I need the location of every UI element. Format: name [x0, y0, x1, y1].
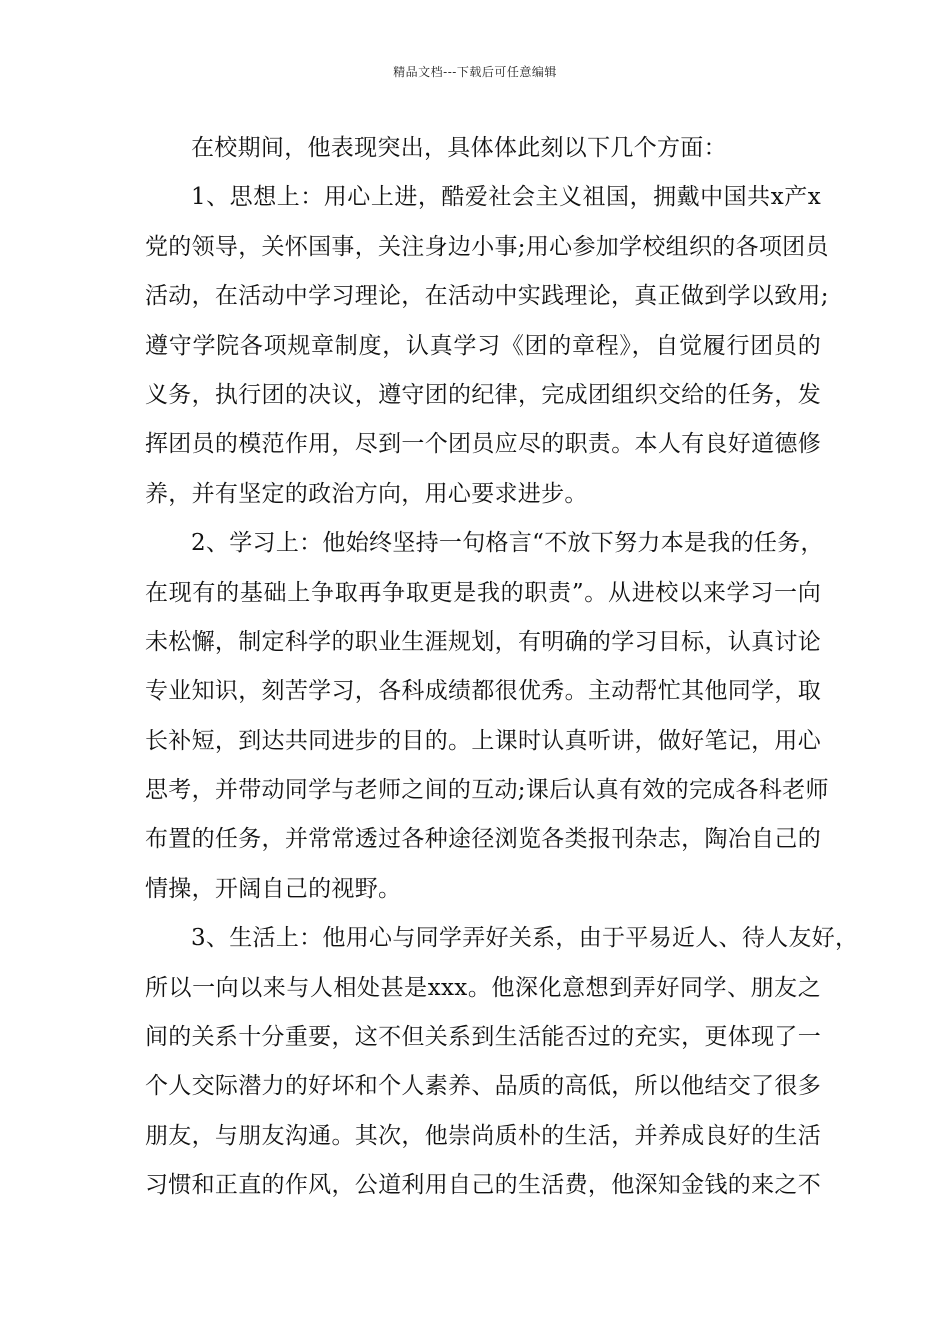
paragraph-line: 3、生活上：他用心与同学弄好关系，由于平易近人、待人友好， [191, 925, 859, 952]
paragraph-line: 2、学习上：他始终坚持一句格言“不放下努力本是我的任务， [191, 530, 824, 557]
paragraph-line: 党的领导，关怀国事，关注身边小事;用心参加学校组织的各项团员 [145, 233, 829, 260]
paragraph-line: 1、思想上：用心上进，酷爱社会主义祖国，拥戴中国共x产x [191, 184, 821, 211]
paragraph-line: 在校期间，他表现突出，具体体此刻以下几个方面： [191, 135, 727, 161]
paragraph-line: 遵守学院各项规章制度，认真学习《团的章程》，自觉履行团员的 [145, 332, 821, 359]
paragraph-line: 挥团员的模范作用，尽到一个团员应尽的职责。本人有良好道德修 [145, 431, 821, 458]
paragraph-line: 所以一向以来与人相处甚是xxx。他深化意想到弄好同学、朋友之 [145, 974, 821, 1001]
paragraph-line: 养，并有坚定的政治方向，用心要求进步。 [145, 480, 588, 507]
paragraph-line: 思考，并带动同学与老师之间的互动;课后认真有效的完成各科老师 [145, 777, 829, 804]
paragraph-line: 朋友，与朋友沟通。其次，他崇尚质朴的生活，并养成良好的生活 [145, 1122, 821, 1149]
paragraph-line: 未松懈，制定科学的职业生涯规划，有明确的学习目标，认真讨论 [145, 628, 821, 655]
paragraph-line: 情操，开阔自己的视野。 [145, 875, 402, 902]
paragraph-line: 布置的任务，并常常透过各种途径浏览各类报刊杂志，陶冶自己的 [145, 826, 821, 853]
paragraph-line: 义务，执行团的决议，遵守团的纪律，完成团组织交给的任务，发 [145, 381, 821, 408]
paragraph-line: 个人交际潜力的好坏和个人素养、品质的高低，所以他结交了很多 [145, 1073, 821, 1100]
paragraph-line: 活动，在活动中学习理论，在活动中实践理论，真正做到学以致用; [145, 283, 829, 310]
paragraph-line: 长补短，到达共同进步的目的。上课时认真听讲，做好笔记，用心 [145, 727, 821, 754]
page-header: 精品文档---下载后可任意编辑 [393, 65, 557, 79]
paragraph-line: 在现有的基础上争取再争取更是我的职责”。从进校以来学习一向 [145, 579, 821, 606]
document-body [145, 124, 859, 1211]
paragraph-line: 间的关系十分重要，这不但关系到生活能否过的充实，更体现了一 [145, 1024, 821, 1051]
paragraph-line: 专业知识，刻苦学习，各科成绩都很优秀。主动帮忙其他同学，取 [145, 678, 821, 705]
paragraph-line: 习惯和正直的作风，公道利用自己的生活费，他深知金钱的来之不 [145, 1172, 821, 1199]
